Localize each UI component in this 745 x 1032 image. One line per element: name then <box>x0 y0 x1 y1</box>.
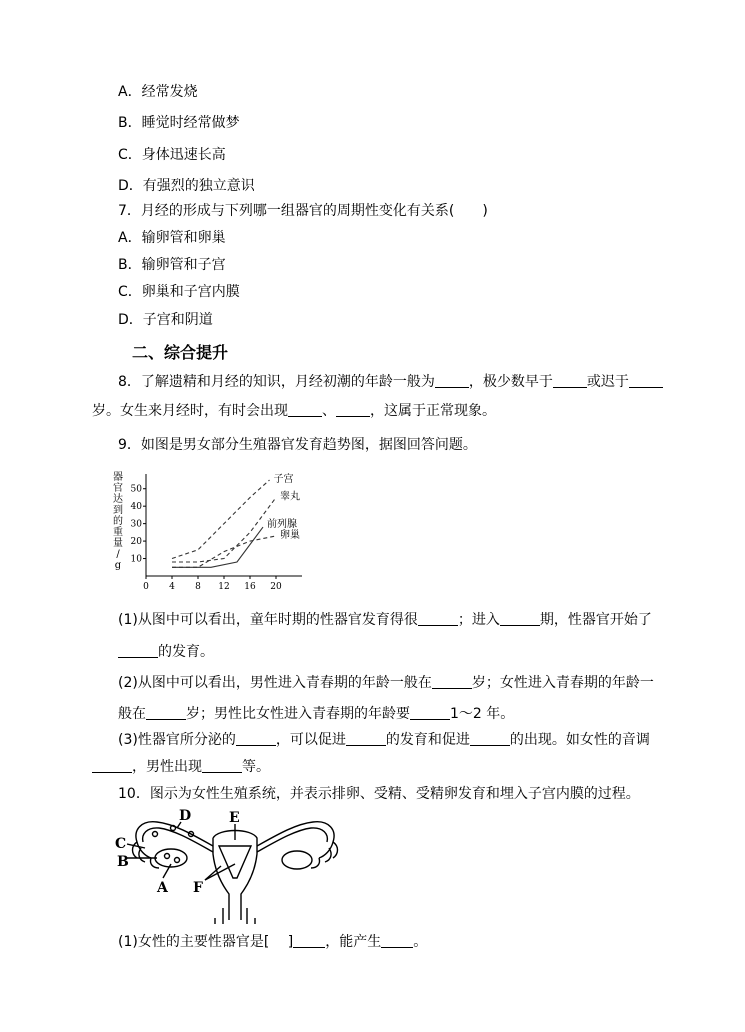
q8-blank-5[interactable] <box>336 402 370 417</box>
x-tick-label: 20 <box>270 582 282 592</box>
q7-option-a: A．输卵管和卵巢 <box>118 230 226 246</box>
q9-s2b: 岁；女性进入青春期的年龄一 <box>471 675 654 691</box>
q9-s3f: 等。 <box>242 759 270 775</box>
q8-line-1 <box>118 373 663 391</box>
q9-s3a: (3)性器官所分泌的 <box>118 732 236 748</box>
y-tick-label: 50 <box>130 484 142 495</box>
section-title: 二、综合提升 <box>132 343 229 362</box>
q9-s3e: ，男性出现 <box>132 759 202 775</box>
label-c: C <box>115 836 127 852</box>
q8-text-2: ，极少数早于 <box>468 374 553 390</box>
q9-s3c: 的发育和促进 <box>385 732 470 748</box>
y-tick-label: 10 <box>130 554 142 565</box>
q9-blank-4[interactable] <box>432 674 472 689</box>
q8-text-3: 或迟于 <box>586 374 629 390</box>
female-reproductive-system-diagram <box>115 808 355 926</box>
series-label-2: 前列腺 <box>267 519 297 531</box>
q8-blank-3[interactable] <box>629 373 663 388</box>
label-d: D <box>179 808 192 824</box>
y-axis-label-char: 的 <box>113 516 123 527</box>
series-line-0 <box>172 480 270 559</box>
q8-blank-4[interactable] <box>288 402 322 417</box>
q9-s2a: (2)从图中可以看出，男性进入青春期的年龄一般在 <box>118 675 432 691</box>
y-axis-label-char: 量 <box>113 538 123 549</box>
q10-s1c: 。 <box>413 934 428 950</box>
series-label-0: 子宫 <box>273 474 294 485</box>
q6-option-c: C．身体迅速长高 <box>118 147 226 163</box>
q9-blank-5[interactable] <box>146 705 186 720</box>
q9-s2d: 岁；男性比女性进入青春期的年龄要 <box>186 706 410 722</box>
q8-text-6: ，这属于正常现象。 <box>370 403 496 419</box>
label-f: F <box>193 880 203 896</box>
q6-option-d: D．有强烈的独立意识 <box>118 178 255 194</box>
q10-sub1 <box>118 933 427 951</box>
q10-s1b: ，能产生 <box>325 934 382 950</box>
y-tick-label: 20 <box>130 537 142 548</box>
q9-blank-3[interactable] <box>118 643 158 658</box>
q9-sub2-line1 <box>118 674 654 692</box>
organ-growth-chart <box>110 468 320 598</box>
q9-blank-11[interactable] <box>202 758 242 773</box>
q9-s1c: 期，性器官开始了 <box>539 612 652 628</box>
q9-blank-10[interactable] <box>92 758 132 773</box>
q8-blank-1[interactable] <box>435 373 469 388</box>
y-axis-label-char: / <box>116 549 120 560</box>
q8-line-2 <box>92 402 496 420</box>
left-fallopian-tube <box>136 822 213 858</box>
series-line-3 <box>172 536 276 567</box>
q9-stem: 9．如图是男女部分生殖器官发育趋势图，据图回答问题。 <box>118 437 477 453</box>
q9-blank-9[interactable] <box>470 731 510 746</box>
uterus-cavity <box>219 846 251 878</box>
q7-option-c: C．卵巢和子宫内膜 <box>118 284 240 300</box>
q9-s1a: (1)从图中可以看出，童年时期的性器官发育得很 <box>118 612 418 628</box>
series-label-1: 睾丸 <box>280 491 300 503</box>
y-tick-label: 40 <box>130 502 142 513</box>
q6-option-b: B．睡觉时经常做梦 <box>118 115 240 131</box>
vagina <box>215 908 255 924</box>
q9-blank-8[interactable] <box>346 731 386 746</box>
y-axis-label-char: 官 <box>113 483 123 494</box>
q7-stem: 7．月经的形成与下列哪一组器官的周期性变化有关系( ) <box>118 203 488 219</box>
q8-text-4: 岁。女生来月经时，有时会出现 <box>92 403 288 419</box>
egg-1 <box>153 832 158 837</box>
q9-s1d: 的发育。 <box>158 644 214 660</box>
x-tick-label: 12 <box>218 582 230 592</box>
q7-option-d: D．子宫和阴道 <box>118 312 213 328</box>
chart-series-group <box>172 480 276 567</box>
q9-s2e: 1～2 年。 <box>450 706 515 722</box>
q9-blank-6[interactable] <box>410 705 450 720</box>
q9-s3d: 的出现。如女性的音调 <box>509 732 650 748</box>
y-axis-label-char: g <box>114 560 122 571</box>
x-tick-label: 4 <box>169 582 175 592</box>
x-tick-label: 16 <box>244 582 256 592</box>
y-tick-label: 30 <box>130 519 142 530</box>
label-a: A <box>157 880 168 896</box>
q9-sub1-line2 <box>118 643 214 661</box>
x-tick-label: 0 <box>143 582 149 592</box>
q9-blank-1[interactable] <box>418 611 458 626</box>
q9-sub3-line2 <box>92 758 270 776</box>
q7-option-b: B．输卵管和子宫 <box>118 257 226 273</box>
series-label-3: 卵巢 <box>280 529 300 541</box>
egg-4 <box>165 854 170 859</box>
right-fallopian-tube <box>257 822 334 858</box>
q10-s1a: (1)女性的主要性器官是[ ] <box>118 934 294 950</box>
q9-sub3-line1 <box>118 731 650 749</box>
q9-sub1-line1 <box>118 611 652 629</box>
uterus-outline <box>213 831 257 921</box>
y-axis-label-char: 重 <box>113 527 123 538</box>
egg-5 <box>175 858 180 863</box>
y-axis-label-char: 达 <box>113 494 123 505</box>
q9-s3b: ，可以促进 <box>275 732 346 748</box>
right-ovary <box>282 851 312 869</box>
q10-blank-1[interactable] <box>293 933 325 948</box>
q10-blank-2[interactable] <box>381 933 413 948</box>
q9-s2c: 般在 <box>118 706 146 722</box>
series-line-2 <box>172 527 263 567</box>
q8-blank-2[interactable] <box>553 373 587 388</box>
q9-blank-2[interactable] <box>500 611 540 626</box>
q8-text-1: 8．了解遗精和月经的知识，月经初潮的年龄一般为 <box>118 374 435 390</box>
y-axis-label-char: 到 <box>113 505 123 516</box>
q9-sub2-line2 <box>118 705 514 723</box>
q6-option-a: A．经常发烧 <box>118 84 198 100</box>
q9-blank-7[interactable] <box>236 731 276 746</box>
pointer-c <box>127 844 145 848</box>
x-tick-label: 8 <box>195 582 201 592</box>
label-b: B <box>117 854 129 870</box>
q8-text-5: 、 <box>322 403 336 419</box>
y-axis-label-char: 器 <box>113 472 123 483</box>
chart-labels-group <box>113 471 300 592</box>
q10-stem: 10．图示为女性生殖系统，并表示排卵、受精、受精卵发育和埋入子宫内膜的过程。 <box>118 786 640 802</box>
label-e: E <box>229 810 240 826</box>
q9-s1b: ；进入 <box>457 612 500 628</box>
